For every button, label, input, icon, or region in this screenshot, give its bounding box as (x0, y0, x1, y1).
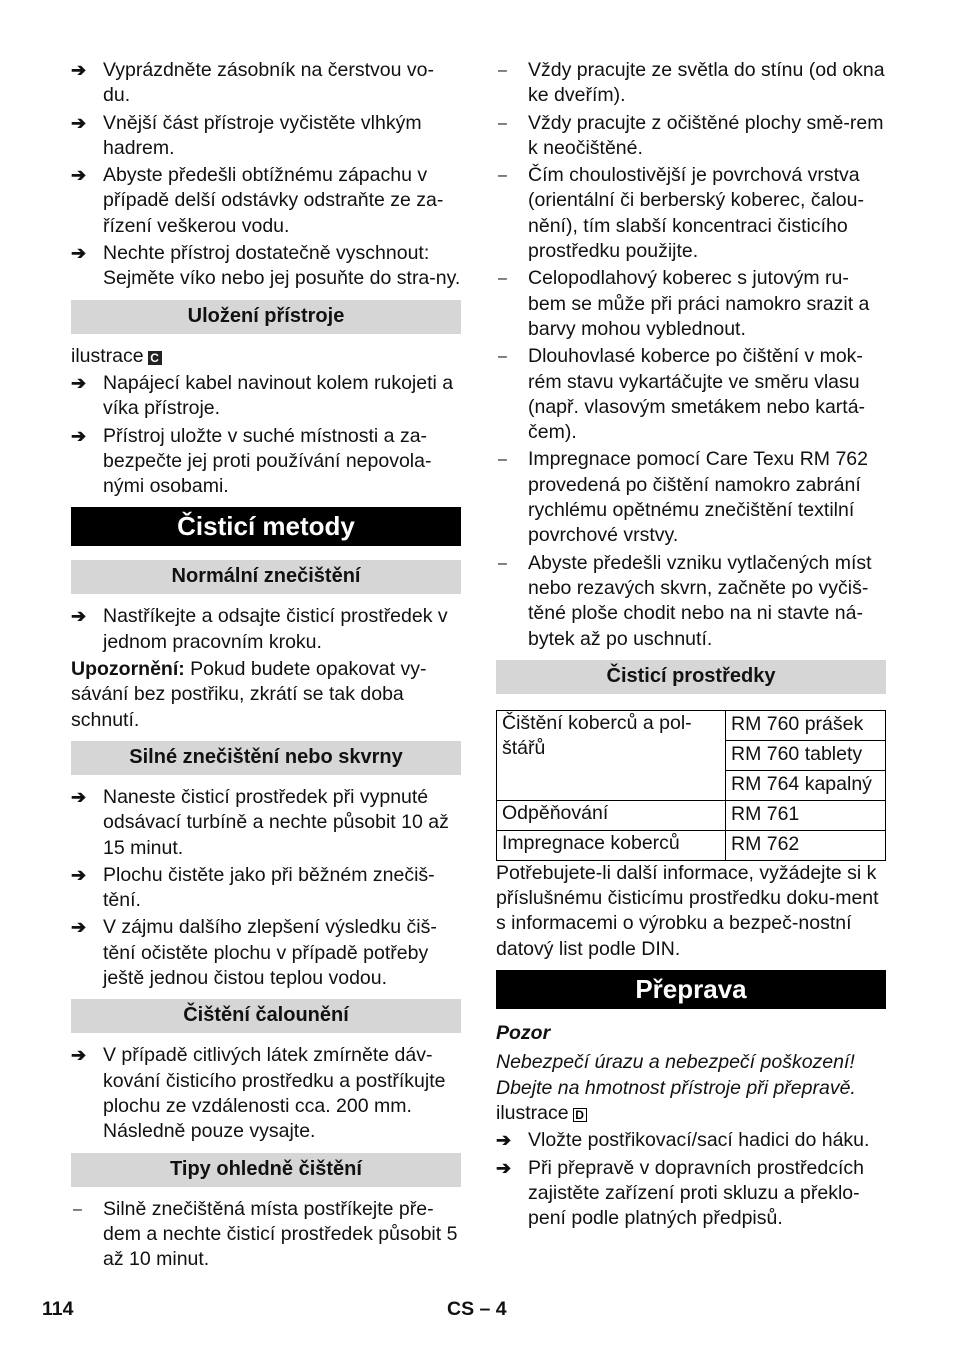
table-cell: Impregnace koberců (497, 830, 726, 860)
methods-heading: Čisticí metody (71, 507, 461, 546)
section-label: CS – 4 (447, 1298, 507, 1320)
list-item: ➔ Napájecí kabel navinout kolem rukojeti a víka přístroje. (71, 371, 454, 420)
arrow-icon: ➔ (496, 1130, 512, 1151)
list-item: – Abyste předešli vzniku vytlačených míst nebo rezavých skvrn, začněte po vyčiš-těné ploše chodit nebo na ni stavte ná-bytek až po uschnutí. (498, 551, 872, 650)
table-cell: RM 761 (726, 800, 886, 830)
arrow-icon: ➔ (71, 425, 87, 446)
dash-bullet: – (498, 62, 507, 79)
arrow-icon: ➔ (71, 606, 87, 627)
cleaning-agents-heading: Čisticí prostředky (496, 660, 886, 694)
upholstery-heading: Čištění čalounění (71, 999, 461, 1033)
arrow-icon: ➔ (71, 60, 87, 80)
cleaning-agents-table (496, 710, 886, 861)
arrow-icon: ➔ (71, 243, 87, 264)
arrow-icon: ➔ (496, 1157, 512, 1178)
table-cell: RM 760 tablety (726, 740, 886, 770)
arrow-icon: ➔ (71, 786, 87, 807)
list-item: ➔ Vnější část přístroje vyčistěte vlhkým hadrem. (71, 111, 422, 159)
list-item: – Čím choulostivější je povrchová vrstva (orientální či berberský koberec, čalou-nění), tím slabší koncentraci čisticího prostředku použijte. (498, 164, 864, 263)
list-item: ➔ Vložte postřikovací/sací hadici do háku. (496, 1128, 886, 1153)
intro-list (71, 58, 461, 292)
list-item: ➔ V zájmu dalšího zlepšení výsledku čiš-tění očistěte plochu v případě potřeby ještě jednou čistou teplou vodou. (71, 916, 437, 990)
list-item: ➔ Naneste čisticí prostředek při vypnuté odsávací turbíně a nechte působit 10 až 15 minut. (71, 785, 449, 859)
list-item: ➔ Plochu čistěte jako při běžném znečiš-tění. (71, 863, 435, 912)
dash-bullet: – (498, 167, 507, 185)
illustration-d-icon: D (573, 1108, 587, 1122)
arrow-icon: ➔ (71, 917, 87, 938)
list-item: – Impregnace pomocí Care Texu RM 762 provedená po čištění namokro zabrání rychlému opětnému znečištění textilní povrchové vrstvy. (498, 448, 868, 547)
transport-illustration-ref: ilustrace D (496, 1101, 886, 1126)
table-row (497, 830, 886, 860)
list-item: – Vždy pracujte ze světla do stínu (od okna ke dveřím). (498, 59, 885, 107)
table-cell: RM 762 (726, 830, 886, 860)
list-item: ➔ Nastříkejte a odsajte čisticí prostředek v jednom pracovním kroku. (71, 605, 448, 653)
list-item: – Celopodlahový koberec s jutovým ru-bem se může při práci namokro srazit a barvy mohou vyblednout. (498, 267, 870, 340)
right-column (496, 58, 886, 1233)
list-item: ➔ Vyprázdněte zásobník na čerstvou vo-du. (71, 59, 434, 107)
list-item: ➔ Nechte přístroj dostatečně vyschnout: Sejměte víko nebo jej posuňte do stra-ny. (71, 242, 461, 290)
storage-illustration-ref: ilustrace C (71, 344, 461, 369)
arrow-icon: ➔ (71, 372, 87, 393)
table-cell: RM 760 prášek (726, 710, 886, 740)
arrow-icon: ➔ (71, 1045, 87, 1066)
dash-bullet: – (498, 554, 507, 572)
storage-heading: Uložení přístroje (71, 300, 461, 334)
table-cell: Odpěňování (497, 800, 726, 830)
dash-bullet: – (73, 1200, 82, 1218)
tips-heading: Tipy ohledně čištění (71, 1153, 461, 1187)
list-item: ➔ Při přepravě v dopravních prostředcích zajistěte zařízení proti skluzu a překlo-pení podle platných předpisů. (496, 1156, 864, 1230)
caution-title: Pozor (496, 1022, 551, 1045)
list-item: – Vždy pracujte z očištěné plochy smě-rem k neočištěné. (498, 111, 884, 159)
list-item: ➔ Přístroj uložte v suché místnosti a za-bezpečte jej proti používání nepovola-nými osobami. (71, 424, 432, 498)
normal-note: Upozornění: Pokud budete opakovat vy-sávání bez postřiku, zkrátí se tak doba schnutí. (71, 658, 427, 731)
dash-bullet: – (498, 270, 507, 288)
dash-bullet: – (498, 114, 507, 132)
table-row (497, 800, 886, 830)
transport-heading: Přeprava (496, 970, 886, 1009)
arrow-icon: ➔ (71, 864, 87, 885)
heavy-soiling-heading: Silné znečištění nebo skvrny (71, 741, 461, 775)
left-column (71, 58, 461, 1274)
table-cell: RM 764 kapalný (726, 770, 886, 800)
illustration-c-icon: C (148, 351, 162, 365)
table-row (497, 710, 886, 740)
table-cell: Čištění koberců a pol-štářů (497, 710, 726, 800)
normal-soiling-heading: Normální znečištění (71, 560, 461, 594)
agents-info: Potřebujete-li další informace, vyžádejte si k příslušnému čisticímu prostředku doku-ment s informacemi o výrobku a bezpeč-nostní datový list podle DIN. (496, 861, 879, 960)
list-item: ➔ V případě citlivých látek zmírněte dáv-kování čisticího prostředku a postříkujte plochu ze vzdálenosti cca. 200 mm. Následně pouze vysajte. (71, 1044, 446, 1143)
arrow-icon: ➔ (71, 165, 87, 186)
list-item: ➔ Abyste předešli obtížnému zápachu v případě delší odstávky odstraňte ze za-řízení veškerou vodu. (71, 164, 444, 237)
page-number: 114 (42, 1298, 74, 1320)
caution-text: Nebezpečí úrazu a nebezpečí poškození! Dbejte na hmotnost přístroje při přepravě. (496, 1051, 856, 1099)
dash-bullet: – (498, 451, 507, 469)
dash-bullet: – (498, 348, 507, 366)
arrow-icon: ➔ (71, 112, 87, 133)
list-item: – Silně znečištěná místa postříkejte pře-dem a nechte čisticí prostředek působit 5 až 10 minut. (73, 1197, 458, 1271)
list-item: – Dlouhovlasé koberce po čištění v mok-rém stavu vykartáčujte ve směru vlasu (např. vlasovým smetákem nebo kartá-čem). (498, 345, 866, 444)
